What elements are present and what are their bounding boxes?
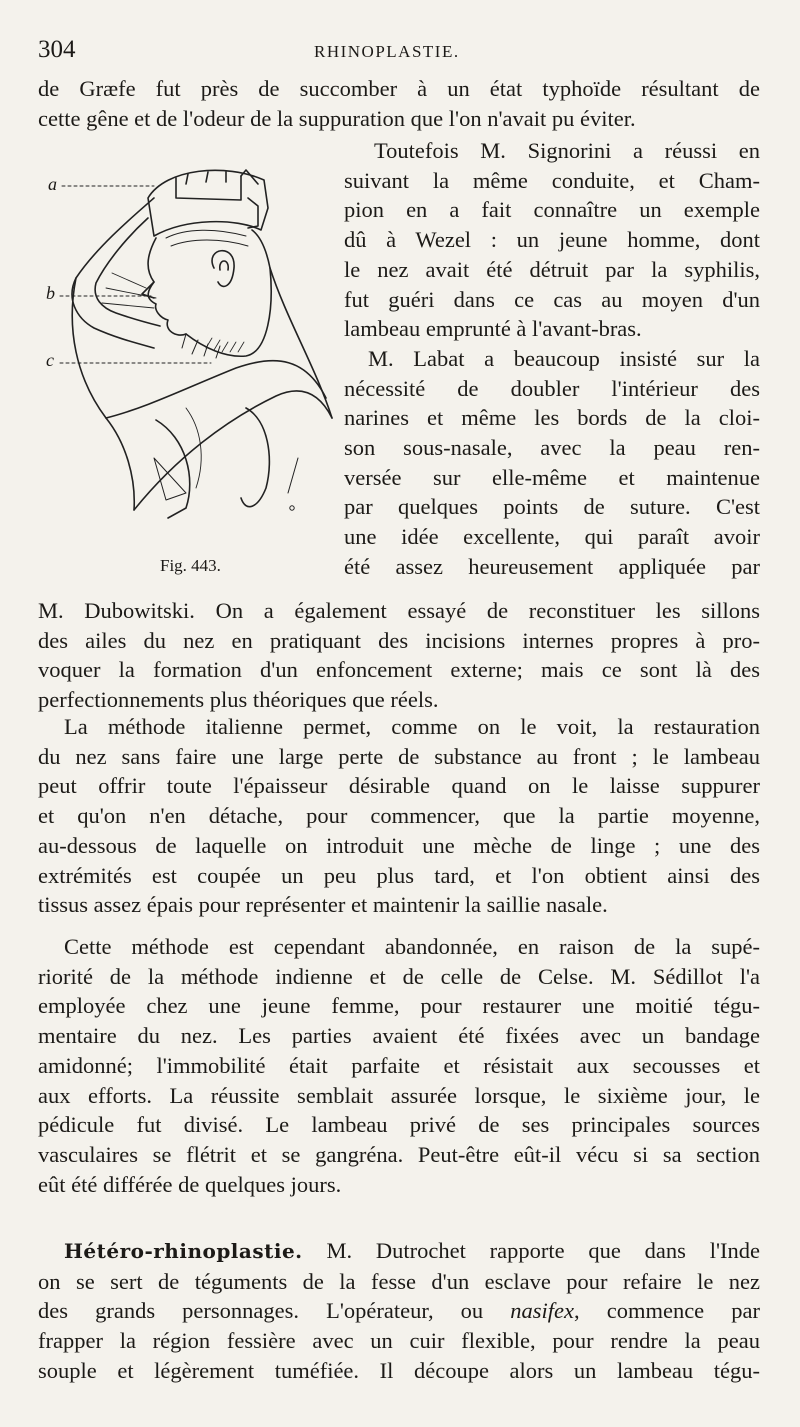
- section-heading: Hétéro-rhinoplastie.: [64, 1239, 303, 1263]
- text-line: son sous-nasale, avec la peau ren-: [344, 435, 760, 461]
- figure-label-a: a: [48, 174, 57, 194]
- page-number: 304: [38, 36, 76, 63]
- text-line: employée chez une jeune femme, pour restaurer une moitié tégu-: [38, 993, 760, 1019]
- text-line: on se sert de téguments de la fesse d'un esclave pour refaire le nez: [38, 1268, 760, 1294]
- text-line: aux efforts. La réussite semblait assurée lorsque, le sixième jour, le: [38, 1082, 760, 1108]
- paragraph-1: [38, 74, 760, 133]
- text-line: cette gêne et de l'odeur de la suppuration que l'on n'avait pu éviter.: [38, 105, 636, 131]
- text-line: amidonné; l'immobilité était parfaite et résistait aux secousses et: [38, 1052, 760, 1078]
- text-line: lambeau emprunté à l'avant-bras.: [344, 316, 642, 342]
- text-line: le nez avait été détruit par la syphilis,: [344, 256, 760, 282]
- text-line: M. Dubowitski. On a également essayé de reconstituer les sillons: [38, 598, 760, 623]
- text-line: voquer la formation d'un enfoncement externe; mais ce sont là des: [38, 657, 760, 683]
- text-line: tissus assez épais pour représenter et maintenir la saillie nasale.: [38, 892, 608, 918]
- paragraph-3: [38, 596, 760, 715]
- page-header: [38, 36, 758, 70]
- text-line: extrémités est coupée un peu plus tard, et l'on obtient ainsi des: [38, 862, 760, 888]
- text-line: eût été différée de quelques jours.: [38, 1171, 342, 1197]
- text-run: , commence par: [574, 1298, 760, 1324]
- text-line: versée sur elle-même et maintenue: [344, 464, 760, 490]
- text-line: souple et légèrement tuméfiée. Il découpe alors un lambeau tégu-: [38, 1357, 760, 1383]
- text-line: narines et même les bords de la cloi-: [344, 405, 760, 431]
- text-line: perfectionnements plus théoriques que réels.: [38, 687, 439, 713]
- text-line: pion en a fait connaître un exemple: [344, 197, 760, 223]
- paragraph-5: [38, 932, 760, 1199]
- text-run: des grands personnages. L'opérateur, ou: [38, 1298, 511, 1324]
- paragraph-4: [38, 712, 760, 920]
- text-line: pédicule fut divisé. Le lambeau privé de ses principales sources: [38, 1112, 760, 1138]
- text-line: des ailes du nez en pratiquant des incisions internes propres à pro-: [38, 627, 760, 653]
- text-line: riorité de la méthode indienne et de celle de Celse. M. Sédillot l'a: [38, 963, 760, 989]
- paragraph-2: [344, 136, 760, 582]
- text-line: frapper la région fessière avec un cuir flexible, pour rendre la peau: [38, 1328, 760, 1354]
- text-line: M. Labat a beaucoup insisté sur la: [368, 345, 760, 371]
- text-line: du nez sans faire une large perte de substance au front ; le lambeau: [38, 743, 760, 769]
- figure-caption: Fig. 443.: [160, 556, 221, 575]
- text-run: M. Dutrochet rapporte que dans l'Inde: [302, 1238, 760, 1263]
- text-line: suivant la même conduite, et Cham-: [344, 167, 760, 193]
- text-line: dû à Wezel : un jeune homme, dont: [344, 227, 760, 253]
- text-line: mentaire du nez. Les parties avaient été fixées avec un bandage: [38, 1023, 760, 1049]
- text-line: fut guéri dans ce cas au moyen d'un: [344, 286, 760, 312]
- text-line: Toutefois M. Signorini a réussi en: [374, 138, 760, 163]
- text-line: Cette méthode est cependant abandonnée, en raison de la supé-: [64, 934, 760, 959]
- text-line: vasculaires se flétrit et se gangréna. Peut-être eût-il vécu si sa section: [38, 1141, 760, 1167]
- paragraph-6: [38, 1236, 760, 1386]
- italic-term: nasifex: [510, 1298, 574, 1324]
- text-line: La méthode italienne permet, comme on le voit, la restauration: [64, 714, 760, 739]
- text-line: une idée excellente, qui paraît avoir: [344, 524, 760, 550]
- text-line: au-dessous de laquelle on introduit une mèche de linge ; une des: [38, 832, 760, 858]
- text-line: [38, 1296, 760, 1326]
- figure-label-b: b: [46, 283, 55, 303]
- figure-443: [36, 158, 341, 588]
- text-line: peut offrir toute l'épaisseur désirable quand on le laisse suppurer: [38, 773, 760, 799]
- figure-label-c: c: [46, 350, 54, 370]
- figure-illustration: [36, 158, 341, 548]
- running-head: RHINOPLASTIE.: [314, 42, 460, 61]
- text-line: par quelques points de suture. C'est: [344, 494, 760, 520]
- text-line: nécessité de doubler l'intérieur des: [344, 375, 760, 401]
- text-line: et qu'on n'en détache, pour commencer, que la partie moyenne,: [38, 803, 760, 829]
- text-line: de Græfe fut près de succomber à un état typhoïde résultant de: [38, 76, 760, 101]
- text-line: été assez heureusement appliquée par: [344, 553, 760, 579]
- text-line: [38, 1236, 760, 1267]
